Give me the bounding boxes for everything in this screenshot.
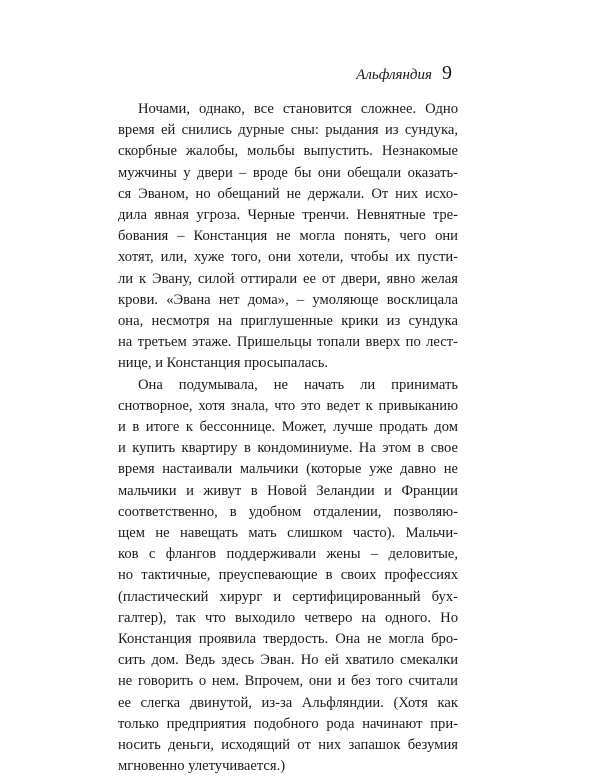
text-line: соответственно, в удобном отдалении, позволяю- [118,503,458,520]
text-line: мужчины у двери – вроде бы они обещали оказать- [118,164,458,181]
text-line: щем не навещать мать слишком часто). Мальчи- [118,525,458,542]
text-line: ли к Эвану, силой оттирали ее от двери, явно желая [118,270,458,287]
text-line: но тактичные, преуспевающие в своих профессиях [118,567,458,584]
running-head [356,62,452,85]
text-line: не говорить о нем. Впрочем, они и без того считали [118,673,458,690]
text-line: на третьем этаже. Пришельцы топали вверх по лест- [118,334,458,351]
body-text [118,99,458,778]
text-line: ее слегка двинутой, из-за Альфляндии. (Хотя как [118,694,458,711]
text-line: снотворное, хотя знала, что это ведет к привыканию [118,397,458,414]
text-line: хотят, или, хуже того, они хотели, чтобы их пусти- [118,249,458,266]
paragraph-2 [118,375,458,778]
text-line: ся Эваном, но обещаний не держали. От них исхо- [118,185,458,202]
paragraph-1 [118,99,458,375]
text-line: дила явная угроза. Черные тренчи. Невнятные тре- [118,207,458,224]
text-line: только предприятия подобного рода начинают при- [118,715,458,732]
text-line: галтер), так что выходило четверо на одного. Но [118,609,458,626]
text-line: ков с флангов поддерживали жены – деловитые, [118,546,458,563]
text-line: скорбные жалобы, мольбы выпустить. Незнакомые [118,143,458,160]
running-title: Альфляндия [356,67,432,83]
text-line: нице, и Констанция просыпалась. [118,355,329,372]
text-line: время настаивали мальчики (которые уже давно не [118,461,458,478]
text-line: Констанция проявила твердость. Она не могла бро- [118,631,458,648]
text-line: Ночами, однако, все становится сложнее. Одно [138,101,458,117]
text-line: мгновенно улетучивается.) [118,758,286,775]
text-line: она, несмотря на приглушенные крики из сундука [118,313,458,330]
text-line: и в итоге к бессоннице. Может, лучше продать дом [118,419,458,436]
page-number: 9 [442,62,452,84]
text-line: мальчики и живут в Новой Зеландии и Франции [118,482,458,499]
text-line: Она подумывала, не начать ли принимать [138,376,458,393]
text-line: сить дом. Ведь здесь Эван. Но ей хватило смекалки [118,652,458,669]
text-line: (пластический хирург и сертифицированный бух- [118,588,458,605]
text-line: бования – Констанция не могла понять, чего они [118,228,458,245]
text-line: носить деньги, исходящий от них запашок безумия [118,737,458,754]
text-line: крови. «Эвана нет дома», – умоляюще восклицала [118,291,458,308]
text-line: и купить квартиру в кондоминиуме. На этом в свое [118,440,458,457]
text-line: время ей снились дурные сны: рыдания из сундука, [118,122,458,139]
